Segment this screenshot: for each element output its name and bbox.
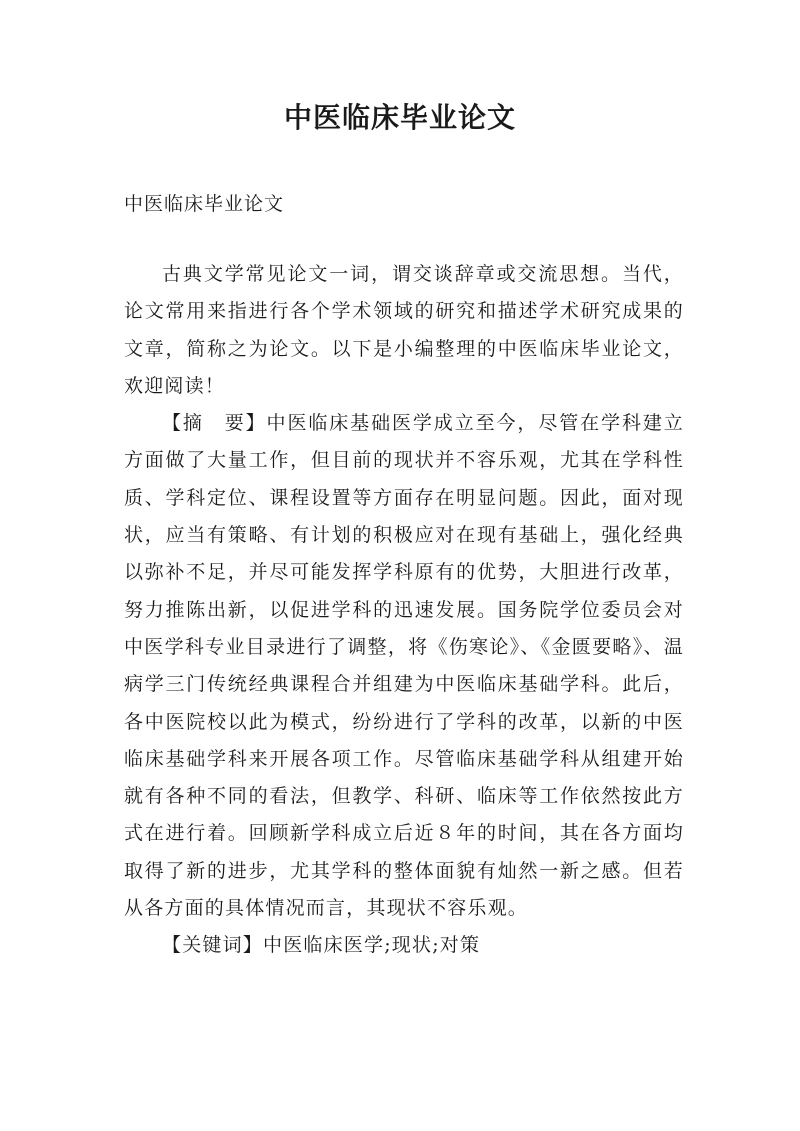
document-title: 中医临床毕业论文 — [283, 101, 516, 134]
document-subtitle: 中医临床毕业论文 — [124, 193, 285, 215]
document-body — [124, 256, 684, 965]
intro-paragraph: 古典文学常见论文一词，谓交谈辞章或交流思想。当代，论文常用来指进行各个学术领域的研究和描述学术研究成果的文章，简称之为论文。以下是小编整理的中医临床毕业论文，欢迎阅读！ — [124, 263, 684, 397]
abstract-paragraph: 【摘 要】中医临床基础医学成立至今，尽管在学科建立方面做了大量工作，但目前的现状并不容乐观，尤其在学科性质、学科定位、课程设置等方面存在明显问题。因此，面对现状，应当有策略、有计划的积极应对在现有基础上，强化经典以弥补不足，并尽可能发挥学科原有的优势，大胆进行改革，努力推陈出新，以促进学科的迅速发展。国务院学位委员会对中医学科专业目录进行了调整，将《伤寒论》、《金匮要略》、温病学三门传统经典课程合并组建为中医临床基础学科。此后，各中医院校以此为模式，纷纷进行了学科的改革，以新的中医临床基础学科来开展各项工作。尽管临床基础学科从组建开始就有各种不同的看法，但教学、科研、临床等工作依然按此方式在进行着。回顾新学科成立后近８年的时间，其在各方面均取得了新的进步，尤其学科的整体面貌有灿然一新之感。但若从各方面的具体情况而言，其现状不容乐观。 — [124, 412, 684, 920]
keywords-paragraph: 【关键词】中医临床医学;现状;对策 — [162, 934, 481, 957]
